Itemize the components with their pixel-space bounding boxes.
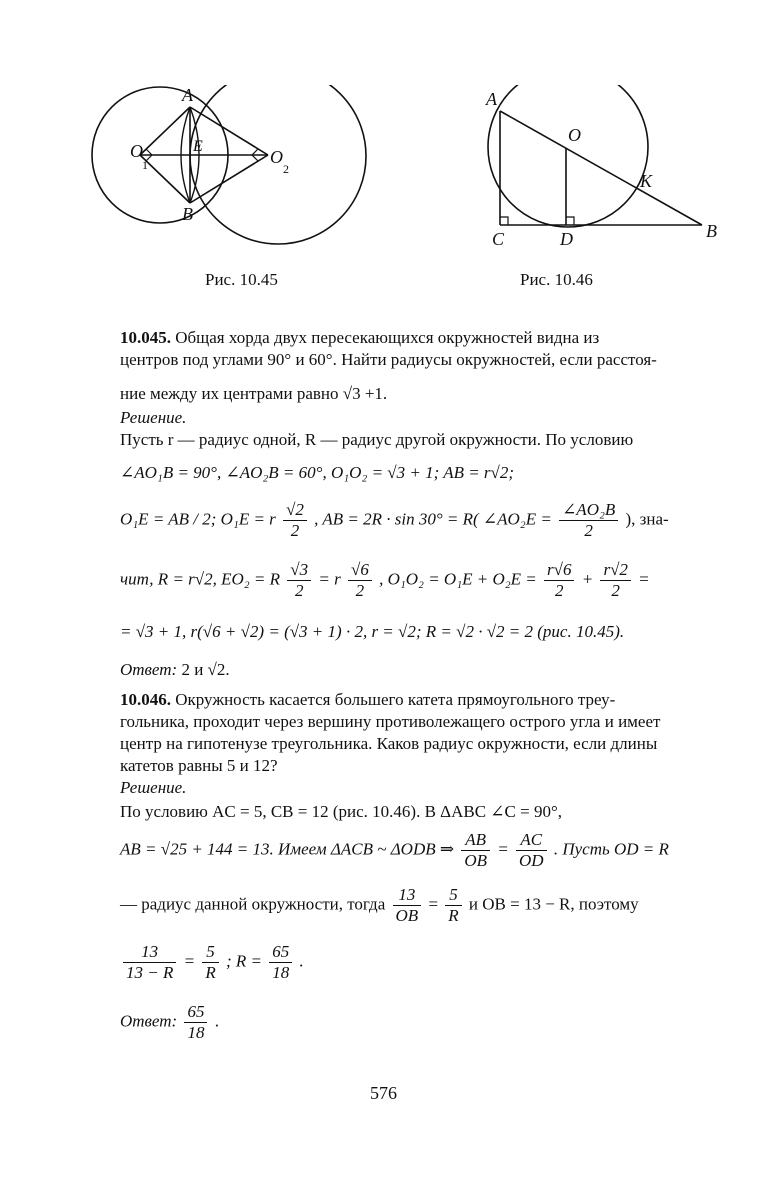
problem-1-sol-3 — [120, 500, 669, 541]
p2-sol4-a: = — [183, 951, 196, 971]
label-A2: A — [486, 89, 497, 109]
sol3-b: , AB = 2R · sin 30° = R( ∠AO₂E = — [314, 509, 552, 529]
p2-sol2-c: . Пусть OD = R — [553, 839, 669, 859]
sol4-frac-2-num: √6 — [348, 560, 372, 581]
p2-sol3-frac-1 — [393, 885, 422, 926]
problem-2-sol-4 — [120, 942, 304, 983]
sol4-frac-4-den: 2 — [611, 581, 620, 600]
label-O2: O — [270, 147, 283, 167]
label-C: C — [492, 229, 505, 249]
label-D: D — [560, 229, 573, 249]
sol4-b: = r — [318, 569, 341, 589]
p2-sol4-frac-2 — [202, 942, 218, 983]
p2-sol2-frac-2 — [516, 830, 547, 871]
sol3-frac-2-num: ∠AO₂B — [559, 500, 618, 521]
sol4-frac-3-den: 2 — [554, 581, 564, 600]
p2-sol4-c: . — [299, 951, 304, 971]
figure-10-46-caption: Рис. 10.46 — [520, 270, 593, 289]
label-A: A — [182, 85, 193, 105]
p2-sol2-frac-1-num: AB — [461, 830, 490, 851]
p2-sol3-frac-1-den: OB — [395, 906, 419, 925]
p2-sol4-frac-2-num: 5 — [202, 942, 218, 963]
sol3-frac-1 — [283, 500, 307, 541]
sol4-frac-1 — [287, 560, 311, 601]
sol4-frac-3-num: r√6 — [544, 560, 574, 581]
figure-10-46 — [480, 85, 730, 255]
label-O1-sub: 1 — [142, 158, 148, 172]
sol3-a: O₁E = AB / 2; O₁E = r — [120, 509, 276, 529]
label-B: B — [182, 204, 193, 224]
problem-2-line-4: катетов равны 5 и 12? — [120, 756, 278, 775]
problem-2-answer — [120, 1002, 219, 1043]
figure-10-45-drawing — [90, 85, 390, 275]
label-E: E — [193, 138, 203, 155]
problem-1-line-1 — [120, 328, 599, 348]
p2-sol2-a: AB = √25 + 144 = 13. Имеем ΔACB ~ ΔODB ⇒ — [120, 839, 455, 859]
p2-sol3-frac-2 — [445, 885, 461, 926]
problem-2-line-2: гольника, проходит через вершину противолежащего острого угла и имеет — [120, 712, 661, 731]
problem-1-line-3: ние между их центрами равно √3 +1. — [120, 384, 388, 403]
sol4-d: + — [581, 569, 594, 589]
p2-sol4-frac-2-den: R — [205, 963, 216, 982]
p2-sol3-frac-1-num: 13 — [393, 885, 422, 906]
problem-1-number: 10.045. — [120, 328, 171, 347]
p2-sol3-b: = — [428, 894, 439, 914]
problem-2-sol-3 — [120, 885, 639, 926]
sol4-frac-1-num: √3 — [287, 560, 311, 581]
label-O: O — [568, 125, 581, 145]
sol3-frac-2-den: 2 — [584, 521, 593, 540]
p2-sol4-frac-3-num: 65 — [269, 942, 292, 963]
figure-10-46-drawing — [480, 85, 730, 255]
problem-1-sol-1: Пусть r — радиус одной, R — радиус другой окружности. По условию — [120, 430, 634, 449]
problem-1-sol-4 — [120, 560, 650, 601]
sol4-frac-4-num: r√2 — [600, 560, 630, 581]
problem-2-answer-label: Ответ: — [120, 1011, 178, 1031]
problem-2-line-1 — [120, 690, 615, 710]
figure-10-45-caption: Рис. 10.45 — [205, 270, 278, 289]
problem-1-line-2: центров под углами 90° и 60°. Найти радиусы окружностей, если расстоя- — [120, 350, 657, 369]
problem-2-answer-end: . — [214, 1011, 219, 1031]
p2-sol3-a: — радиус данной окружности, тогда — [120, 894, 386, 914]
problem-1-answer-value: 2 и √2. — [181, 660, 230, 679]
problem-2-answer-num: 65 — [184, 1002, 207, 1023]
label-O2-sub: 2 — [283, 162, 289, 176]
sol3-frac-1-num: √2 — [283, 500, 307, 521]
problem-2-text-1: Окружность касается большего катета прямоугольного треу- — [175, 690, 616, 709]
sol4-frac-2 — [348, 560, 372, 601]
p2-sol4-b: ; R = — [225, 951, 263, 971]
sol4-e: = — [638, 569, 650, 589]
problem-2-sol-2 — [120, 830, 669, 871]
figure-10-45 — [90, 85, 390, 275]
problem-1-text-1: Общая хорда двух пересекающихся окружностей видна из — [175, 328, 600, 347]
sol4-c: , O₁O₂ = O₁E + O₂E = — [379, 569, 537, 589]
page-number: 576 — [370, 1083, 397, 1103]
p2-sol4-frac-1-num: 13 — [123, 942, 176, 963]
problem-2-line-3: центр на гипотенузе треугольника. Каков радиус окружности, если длины — [120, 734, 658, 753]
p2-sol4-frac-3-den: 18 — [272, 963, 290, 982]
sol3-frac-2 — [559, 500, 618, 541]
label-O1: O — [130, 141, 143, 161]
p2-sol2-frac-2-num: AC — [516, 830, 547, 851]
p2-sol4-frac-1-den: 13 − R — [126, 963, 174, 982]
p2-sol2-frac-2-den: OD — [519, 851, 544, 870]
problem-2-answer-frac — [184, 1002, 207, 1043]
problem-2-answer-den: 18 — [187, 1023, 205, 1042]
problem-1-solution-label: Решение. — [120, 408, 187, 427]
sol4-frac-3 — [544, 560, 574, 601]
p2-sol2-b: = — [497, 839, 509, 859]
sol4-frac-2-den: 2 — [355, 581, 365, 600]
problem-2-number: 10.046. — [120, 690, 171, 709]
label-K: K — [640, 171, 653, 191]
problem-1-answer-label: Ответ: — [120, 660, 178, 679]
sol4-a: чит, R = r√2, EO₂ = R — [120, 569, 281, 589]
sol3-frac-1-den: 2 — [290, 521, 300, 540]
problem-1-sol-5: = √3 + 1, r(√6 + √2) = (√3 + 1) · 2, r = √2; R = √2 · √2 = 2 (рис. 10.45). — [120, 622, 625, 641]
problem-2-sol-1: По условию AC = 5, CB = 12 (рис. 10.46). В ΔABC ∠C = 90°, — [120, 802, 563, 821]
problem-2-solution-label: Решение. — [120, 778, 187, 797]
p2-sol3-c: и OB = 13 − R, поэтому — [468, 894, 639, 914]
p2-sol4-frac-3 — [269, 942, 292, 983]
sol3-c: ), зна- — [625, 509, 669, 529]
p2-sol4-frac-1 — [123, 942, 176, 983]
sol4-frac-4 — [600, 560, 630, 601]
p2-sol3-frac-2-num: 5 — [445, 885, 461, 906]
sol4-frac-1-den: 2 — [294, 581, 304, 600]
p2-sol2-frac-1-den: OB — [464, 851, 488, 870]
problem-1-sol-2: ∠AO₁B = 90°, ∠AO₂B = 60°, O₁O₂ = √3 + 1; AB = r√2; — [120, 463, 515, 482]
p2-sol2-frac-1 — [461, 830, 490, 871]
problem-1-answer — [120, 660, 230, 680]
label-B2: B — [706, 221, 717, 241]
p2-sol3-frac-2-den: R — [448, 906, 459, 925]
